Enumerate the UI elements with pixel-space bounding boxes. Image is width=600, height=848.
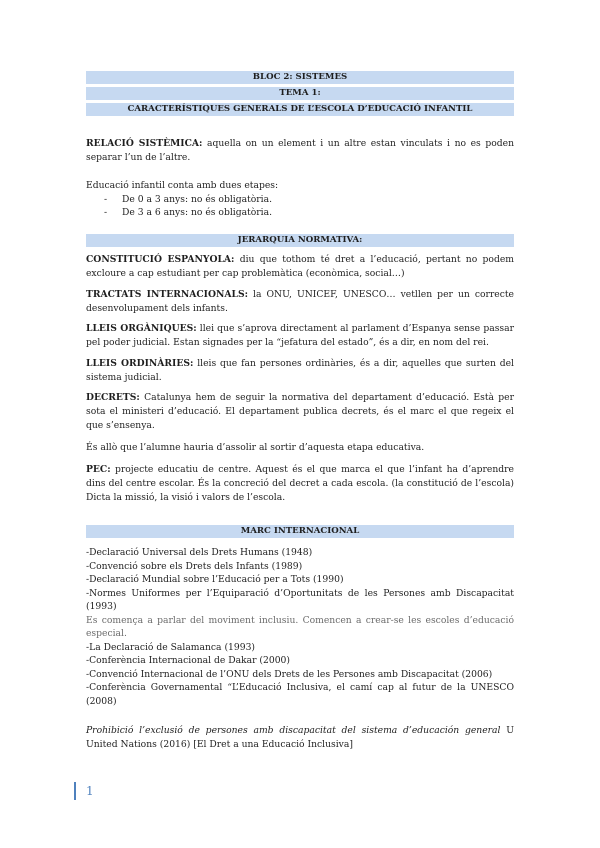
pec-label: PEC: (86, 464, 111, 475)
bloc-heading: BLOC 2: SISTEMES (86, 71, 514, 84)
pec-paragraph: PEC: projecte educatiu de centre. Aquest és el que marca el que l’infant ha d’aprendre dins del centre escolar. És la concreció del decret a cada escola. (la constitució de l’escola) Dicta la missió, la visió i valors de l’escola. (86, 464, 514, 503)
ordinaries-paragraph: LLEIS ORDINÀRIES: lleis que fan persones ordinàries, és a dir, aquelles que surten del sistema judicial. (86, 358, 514, 383)
marc-heading-wrap (86, 525, 514, 541)
list-item: -Convenció sobre els Drets dels Infants (1989) (86, 560, 303, 572)
tractats-label: TRACTATS INTERNACIONALS: (86, 289, 248, 300)
constitucio-label: CONSTITUCIÓ ESPANYOLA: (86, 254, 235, 265)
relacio-text: aquella on un element i un altre estan vinculats i no es poden separar l’un de l’altre. (86, 138, 514, 163)
jerarquia-heading-wrap (86, 234, 514, 250)
jerarquia-heading: JERARQUIA NORMATIVA: (86, 234, 514, 247)
organiques-paragraph: LLEIS ORGÀNIQUES: llei que s’aprova directament al parlament d’Espanya sense passar pel poder judicial. Estan signades per la “jefatura del estado”, és a dir, en nom del rei. (86, 323, 514, 348)
ordinaries-label: LLEIS ORDINÀRIES: (86, 358, 194, 369)
organiques-label: LLEIS ORGÀNIQUES: (86, 323, 197, 334)
list-item: -Convenció Internacional de l’ONU dels Drets de les Persones amb Discapacitat (2006) (86, 668, 493, 680)
etapes-intro: Educació infantil conta amb dues etapes: (86, 180, 279, 191)
tractats-paragraph: TRACTATS INTERNACIONALS: la ONU, UNICEF, UNESCO… vetllen per un correcte desenvolupament dels infants. (86, 289, 514, 314)
tema-heading: TEMA 1: (86, 87, 514, 100)
list-item: -Declaració Universal dels Drets Humans (1948) (86, 547, 313, 558)
etapes-list (86, 193, 514, 219)
list-item: -La Declaració de Salamanca (1993) (86, 641, 255, 653)
constitucio-paragraph: CONSTITUCIÓ ESPANYOLA: diu que tothom té dret a l’educació, pertant no podem excloure a cap estudiant per cap problemàtica (econòmica, social…) (86, 254, 514, 279)
marc-heading: MARC INTERNACIONAL (86, 525, 514, 538)
list-item: -Normes Uniformes per l’Equiparació d’Oportunitats de les Persones amb Discapacitat (1993) (86, 587, 514, 612)
list-item: -Conferència Internacional de Dakar (2000) (86, 655, 290, 666)
decrets-label: DECRETS: (86, 392, 140, 403)
marc-note: Es comença a parlar del moviment inclusiu. Comencen a crear-se les escoles d’educació especial. (86, 614, 514, 639)
prohibicio-paragraph: Prohibició l’exclusió de persones amb discapacitat del sistema d’educación general U United Nations (2016) [El Dret a una Educació Inclusiva] (86, 725, 514, 750)
list-item: - De 3 a 6 anys: no és obligatòria. (104, 207, 273, 218)
alumne-paragraph: És allò que l’alumne hauria d’assolir al sortir d’aquesta etapa educativa. (86, 442, 425, 453)
relacio-paragraph (86, 137, 514, 165)
page-number: 1 (74, 782, 94, 800)
list-item: -Declaració Mundial sobre l’Educació per a Tots (1990) (86, 574, 344, 585)
list-item: - De 0 a 3 anys: no és obligatòria. (104, 194, 273, 205)
header-block (86, 71, 514, 119)
marc-list (86, 546, 514, 708)
list-item: -Conferència Governamental “L’Educació Inclusiva, el camí cap al futur de la UNESCO (2008) (86, 682, 514, 707)
tema-title: CARACTERÍSTIQUES GENERALS DE L’ESCOLA D’EDUCACIÓ INFANTIL (86, 103, 514, 116)
relacio-label: RELACIÓ SISTÈMICA: (86, 138, 203, 149)
decrets-paragraph: DECRETS: Catalunya hem de seguir la normativa del departament d’educació. Està per sota el ministeri d’educació. El departament publica decrets, és el marc el que regeix el que s’ensenya. (86, 392, 514, 431)
prohibicio-italic: Prohibició l’exclusió de persones amb discapacitat del sistema d’educación general (86, 725, 501, 736)
etapes-block (86, 179, 514, 219)
